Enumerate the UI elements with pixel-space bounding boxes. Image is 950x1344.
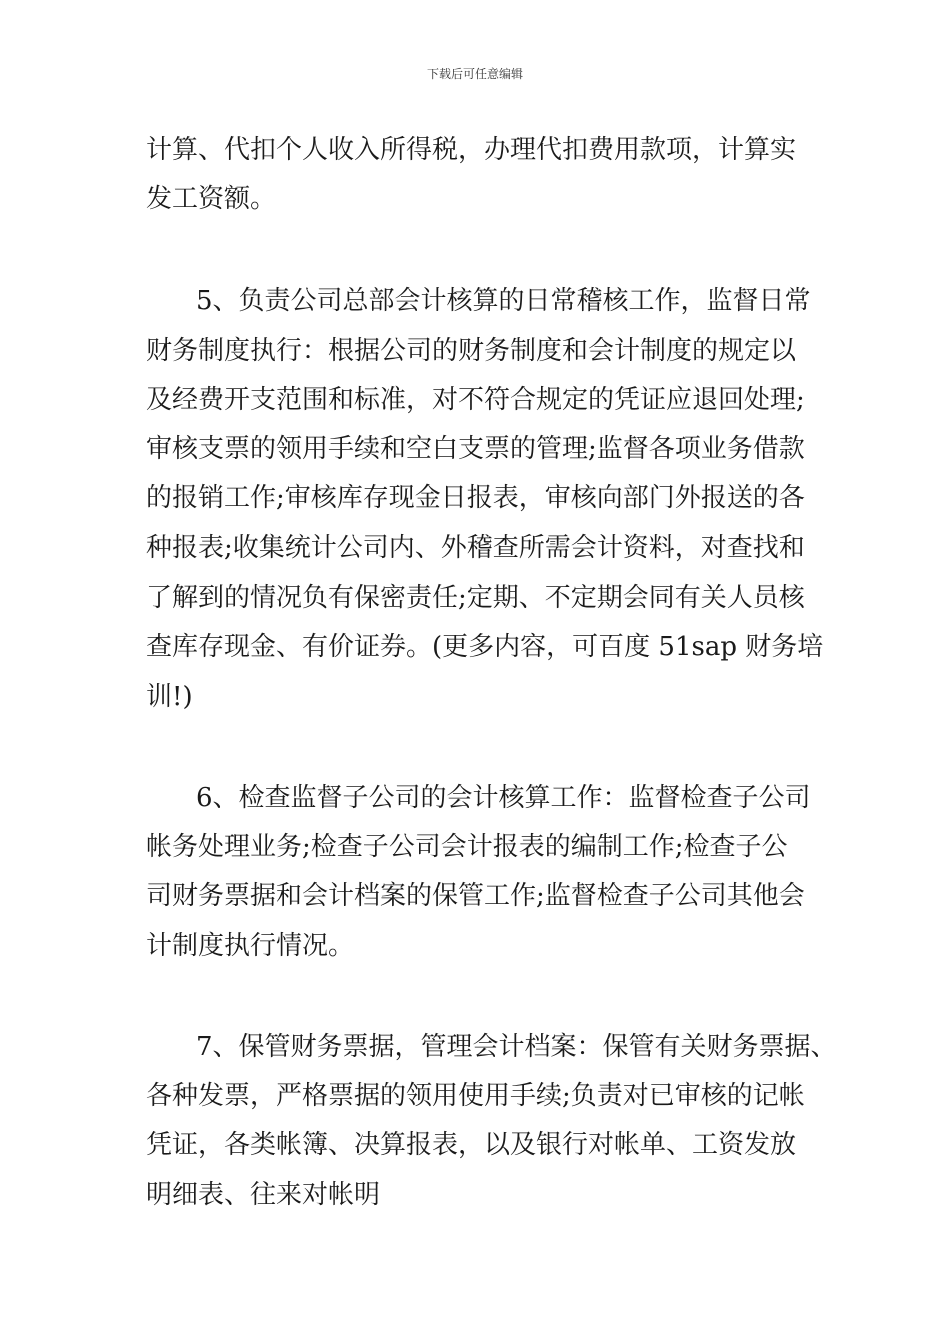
paragraph-line: 司财务票据和会计档案的保管工作;监督检查子公司其他会 — [146, 881, 805, 911]
paragraph-line: 种报表;收集统计公司内、外稽查所需会计资料，对查找和 — [146, 533, 805, 563]
paragraph-line: 6、检查监督子公司的会计核算工作：监督检查子公司 — [196, 783, 811, 813]
paragraph-line: 发工资额。 — [146, 184, 277, 214]
paragraph-line: 训!) — [146, 682, 193, 712]
paragraph-line: 凭证，各类帐簿、决算报表，以及银行对帐单、工资发放 — [146, 1130, 797, 1160]
paragraph-line: 的报销工作;审核库存现金日报表，审核向部门外报送的各 — [146, 483, 805, 513]
paragraph-line: 帐务处理业务;检查子公司会计报表的编制工作;检查子公 — [146, 832, 788, 862]
paragraph-line: 了解到的情况负有保密责任;定期、不定期会同有关人员核 — [146, 583, 805, 613]
paragraph-line: 计制度执行情况。 — [146, 931, 355, 961]
paragraph-line: 计算、代扣个人收入所得税，办理代扣费用款项，计算实 — [146, 135, 797, 165]
paragraph-line: 各种发票，严格票据的领用使用手续;负责对已审核的记帐 — [146, 1081, 805, 1111]
paragraph-line: 查库存现金、有价证券。(更多内容，可百度 51sap 财务培 — [146, 632, 824, 662]
paragraph-line: 5、负责公司总部会计核算的日常稽核工作，监督日常 — [196, 286, 811, 316]
paragraph-line: 财务制度执行：根据公司的财务制度和会计制度的规定以 — [146, 336, 797, 366]
header-note: 下载后可任意编辑 — [426, 67, 523, 81]
paragraph-line: 明细表、往来对帐明 — [146, 1180, 381, 1210]
paragraph-line: 7、保管财务票据，管理会计档案：保管有关财务票据、 — [196, 1032, 837, 1062]
paragraph-line: 审核支票的领用手续和空白支票的管理;监督各项业务借款 — [146, 434, 805, 464]
paragraph-line: 及经费开支范围和标准，对不符合规定的凭证应退回处理; — [146, 385, 805, 415]
